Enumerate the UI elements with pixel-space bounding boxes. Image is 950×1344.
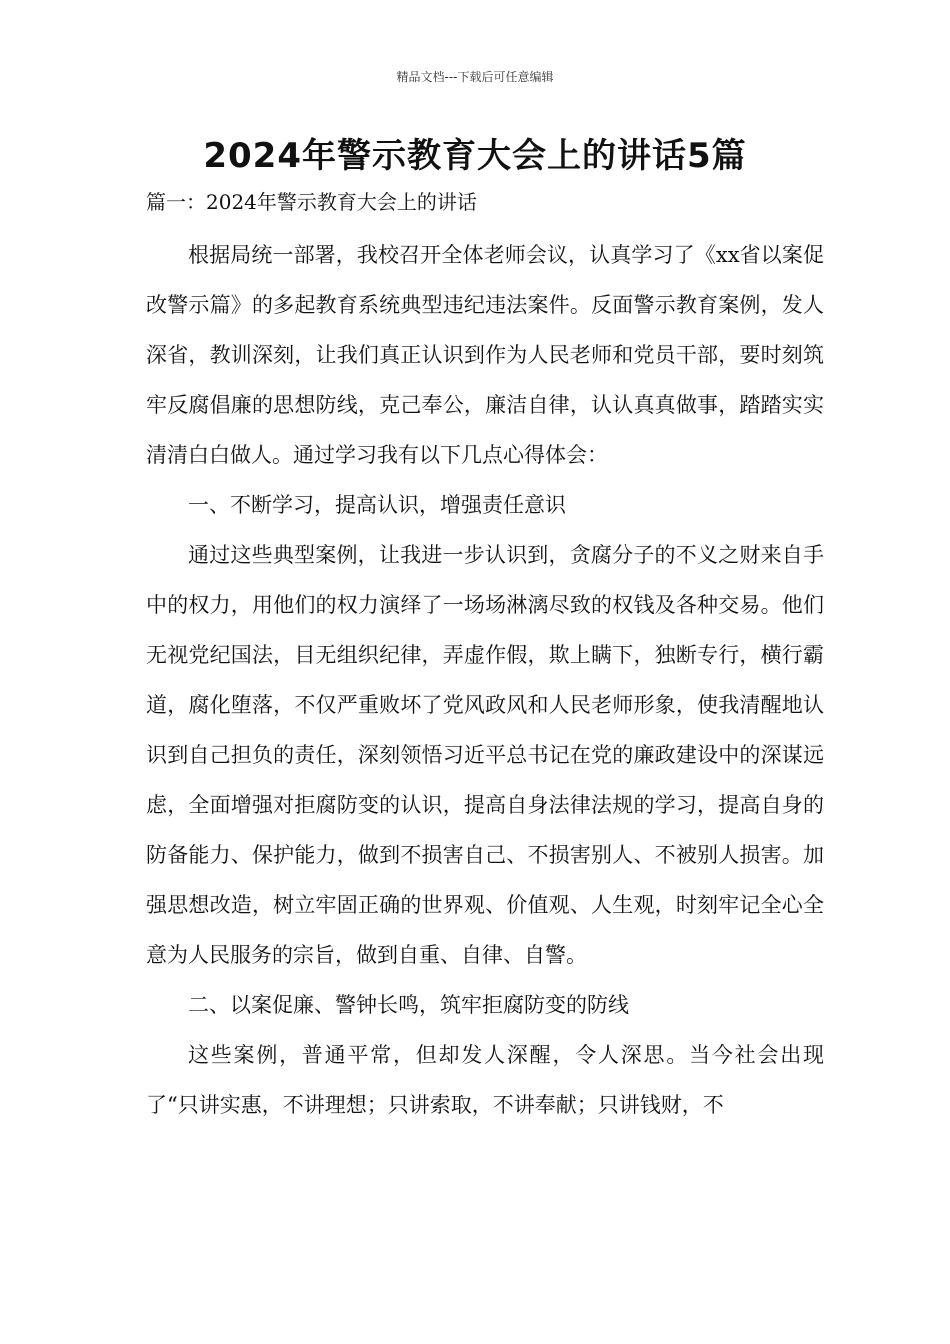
body-paragraph: 根据局统一部署，我校召开全体老师会议，认真学习了《xx省以案促改警示篇》的多起教育系统典型违纪违法案件。反面警示教育案例，发人深省，教训深刻，让我们真正认识到作为人民老师和党员干部，要时刻筑牢反腐倡廉的思想防线，克己奉公，廉洁自律，认认真真做事，踏踏实实清清白白做人。通过学习我有以下几点心得体会： [146, 243, 824, 467]
document-body [146, 230, 824, 1130]
subheading-paragraph: 一、不断学习，提高认识，增强责任意识 [188, 493, 566, 517]
page-header-note: 精品文档---下载后可任意编辑 [396, 70, 554, 84]
document-title: 2024年警示教育大会上的讲话5篇 [203, 136, 747, 176]
body-paragraph: 通过这些典型案例，让我进一步认识到，贪腐分子的不义之财来自手中的权力，用他们的权力演绎了一场场淋漓尽致的权钱及各种交易。他们无视党纪国法，目无组织纪律，弄虚作假，欺上瞒下，独断专行，横行霸道，腐化堕落，不仅严重败坏了党风政风和人民老师形象，使我清醒地认识到自己担负的责任，深刻领悟习近平总书记在党的廉政建设中的深谋远虑，全面增强对拒腐防变的认识，提高自身法律法规的学习，提高自身的防备能力、保护能力，做到不损害自己、不损害别人、不被别人损害。加强思想改造，树立牢固正确的世界观、价值观、人生观，时刻牢记全心全意为人民服务的宗旨，做到自重、自律、自警。 [146, 543, 824, 967]
body-paragraph: 这些案例，普通平常，但却发人深醒，令人深思。当今社会出现了“只讲实惠，不讲理想；只讲索取，不讲奉献；只讲钱财，不 [146, 1043, 824, 1117]
section-heading: 篇一：2024年警示教育大会上的讲话 [146, 190, 477, 214]
subheading-paragraph: 二、以案促廉、警钟长鸣，筑牢拒腐防变的防线 [188, 993, 629, 1017]
